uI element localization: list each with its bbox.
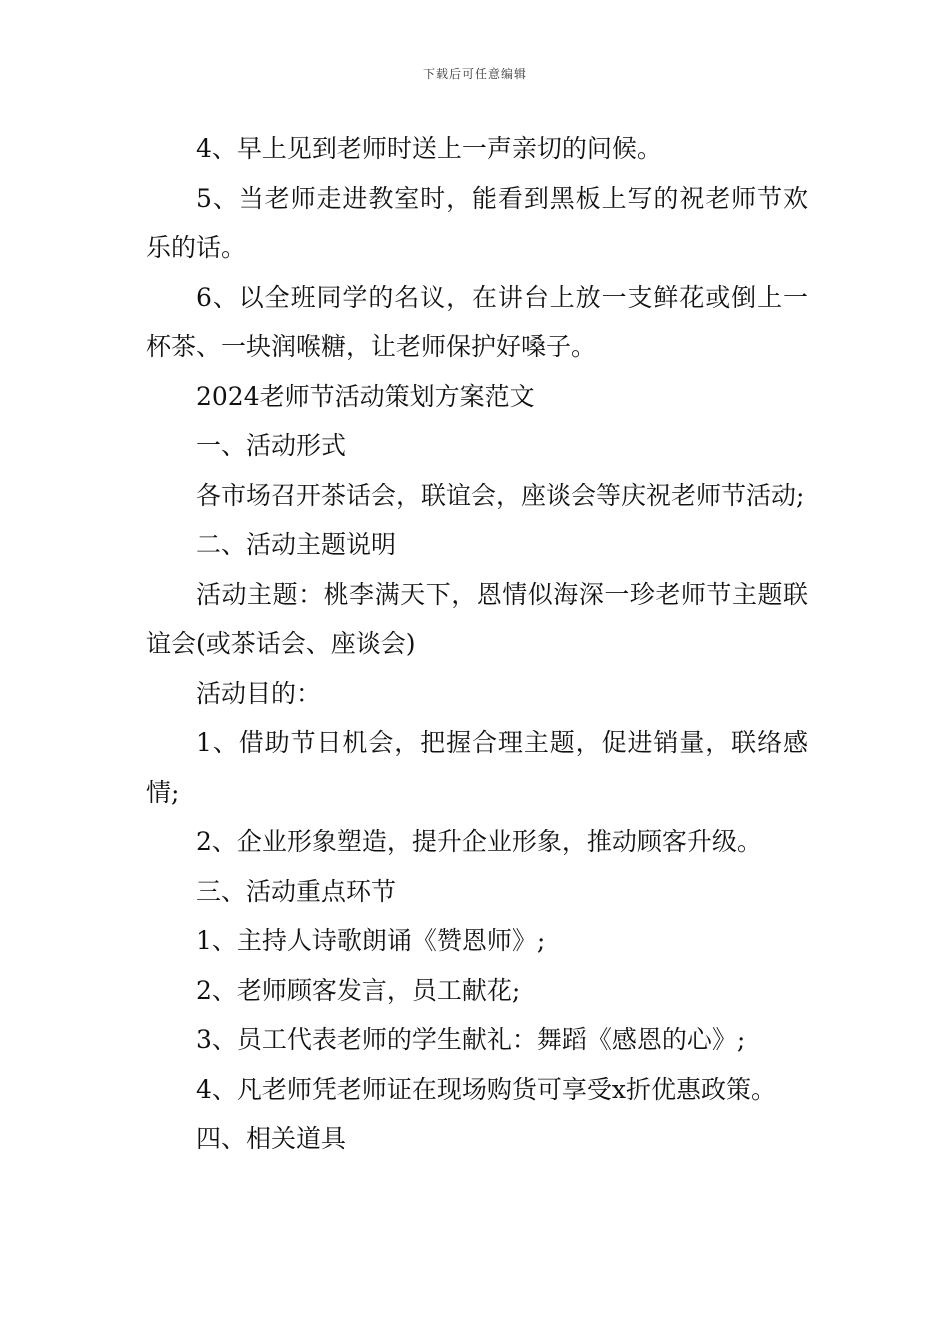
paragraph-segment-1: 1、主持人诗歌朗诵《赞恩师》;: [196, 926, 546, 955]
paragraph-purpose-1: 1、借助节日机会，把握合理主题，促进销量，联络感情;: [146, 728, 808, 807]
section-title: 2024老师节活动策划方案范文: [196, 381, 535, 411]
heading-key-segments: 三、活动重点环节: [196, 876, 397, 906]
paragraph-purpose-2: 2、企业形象塑造，提升企业形象，推动顾客升级。: [196, 827, 762, 856]
paragraph-blackboard: 5、当老师走进教室时，能看到黑板上写的祝老师节欢乐的话。: [146, 183, 808, 262]
paragraph-segment-3: 3、员工代表老师的学生献礼：舞蹈《感恩的心》;: [196, 1025, 746, 1054]
heading-activity-theme: 二、活动主题说明: [196, 530, 397, 559]
paragraph-segment-2: 2、老师顾客发言，员工献花;: [196, 975, 521, 1005]
paragraph-greeting: 4、早上见到老师时送上一声亲切的问候。: [196, 134, 662, 163]
heading-activity-form: 一、活动形式: [196, 431, 347, 460]
page-header: 下载后可任意编辑: [422, 67, 527, 81]
document-body: [146, 124, 808, 1164]
paragraph-activity-theme: 活动主题：桃李满天下，恩情似海深一珍老师节主题联谊会(或茶话会、座谈会): [146, 579, 808, 658]
heading-related-props: 四、相关道具: [196, 1124, 347, 1153]
heading-activity-purpose: 活动目的：: [196, 678, 322, 708]
paragraph-activity-form: 各市场召开茶话会，联谊会，座谈会等庆祝老师节活动;: [196, 480, 805, 510]
paragraph-flowers-tea: 6、以全班同学的名议，在讲台上放一支鲜花或倒上一杯茶、一块润喉糖，让老师保护好嗓子。: [146, 282, 808, 361]
paragraph-segment-4: 4、凡老师凭老师证在现场购货可享受x折优惠政策。: [196, 1074, 777, 1104]
